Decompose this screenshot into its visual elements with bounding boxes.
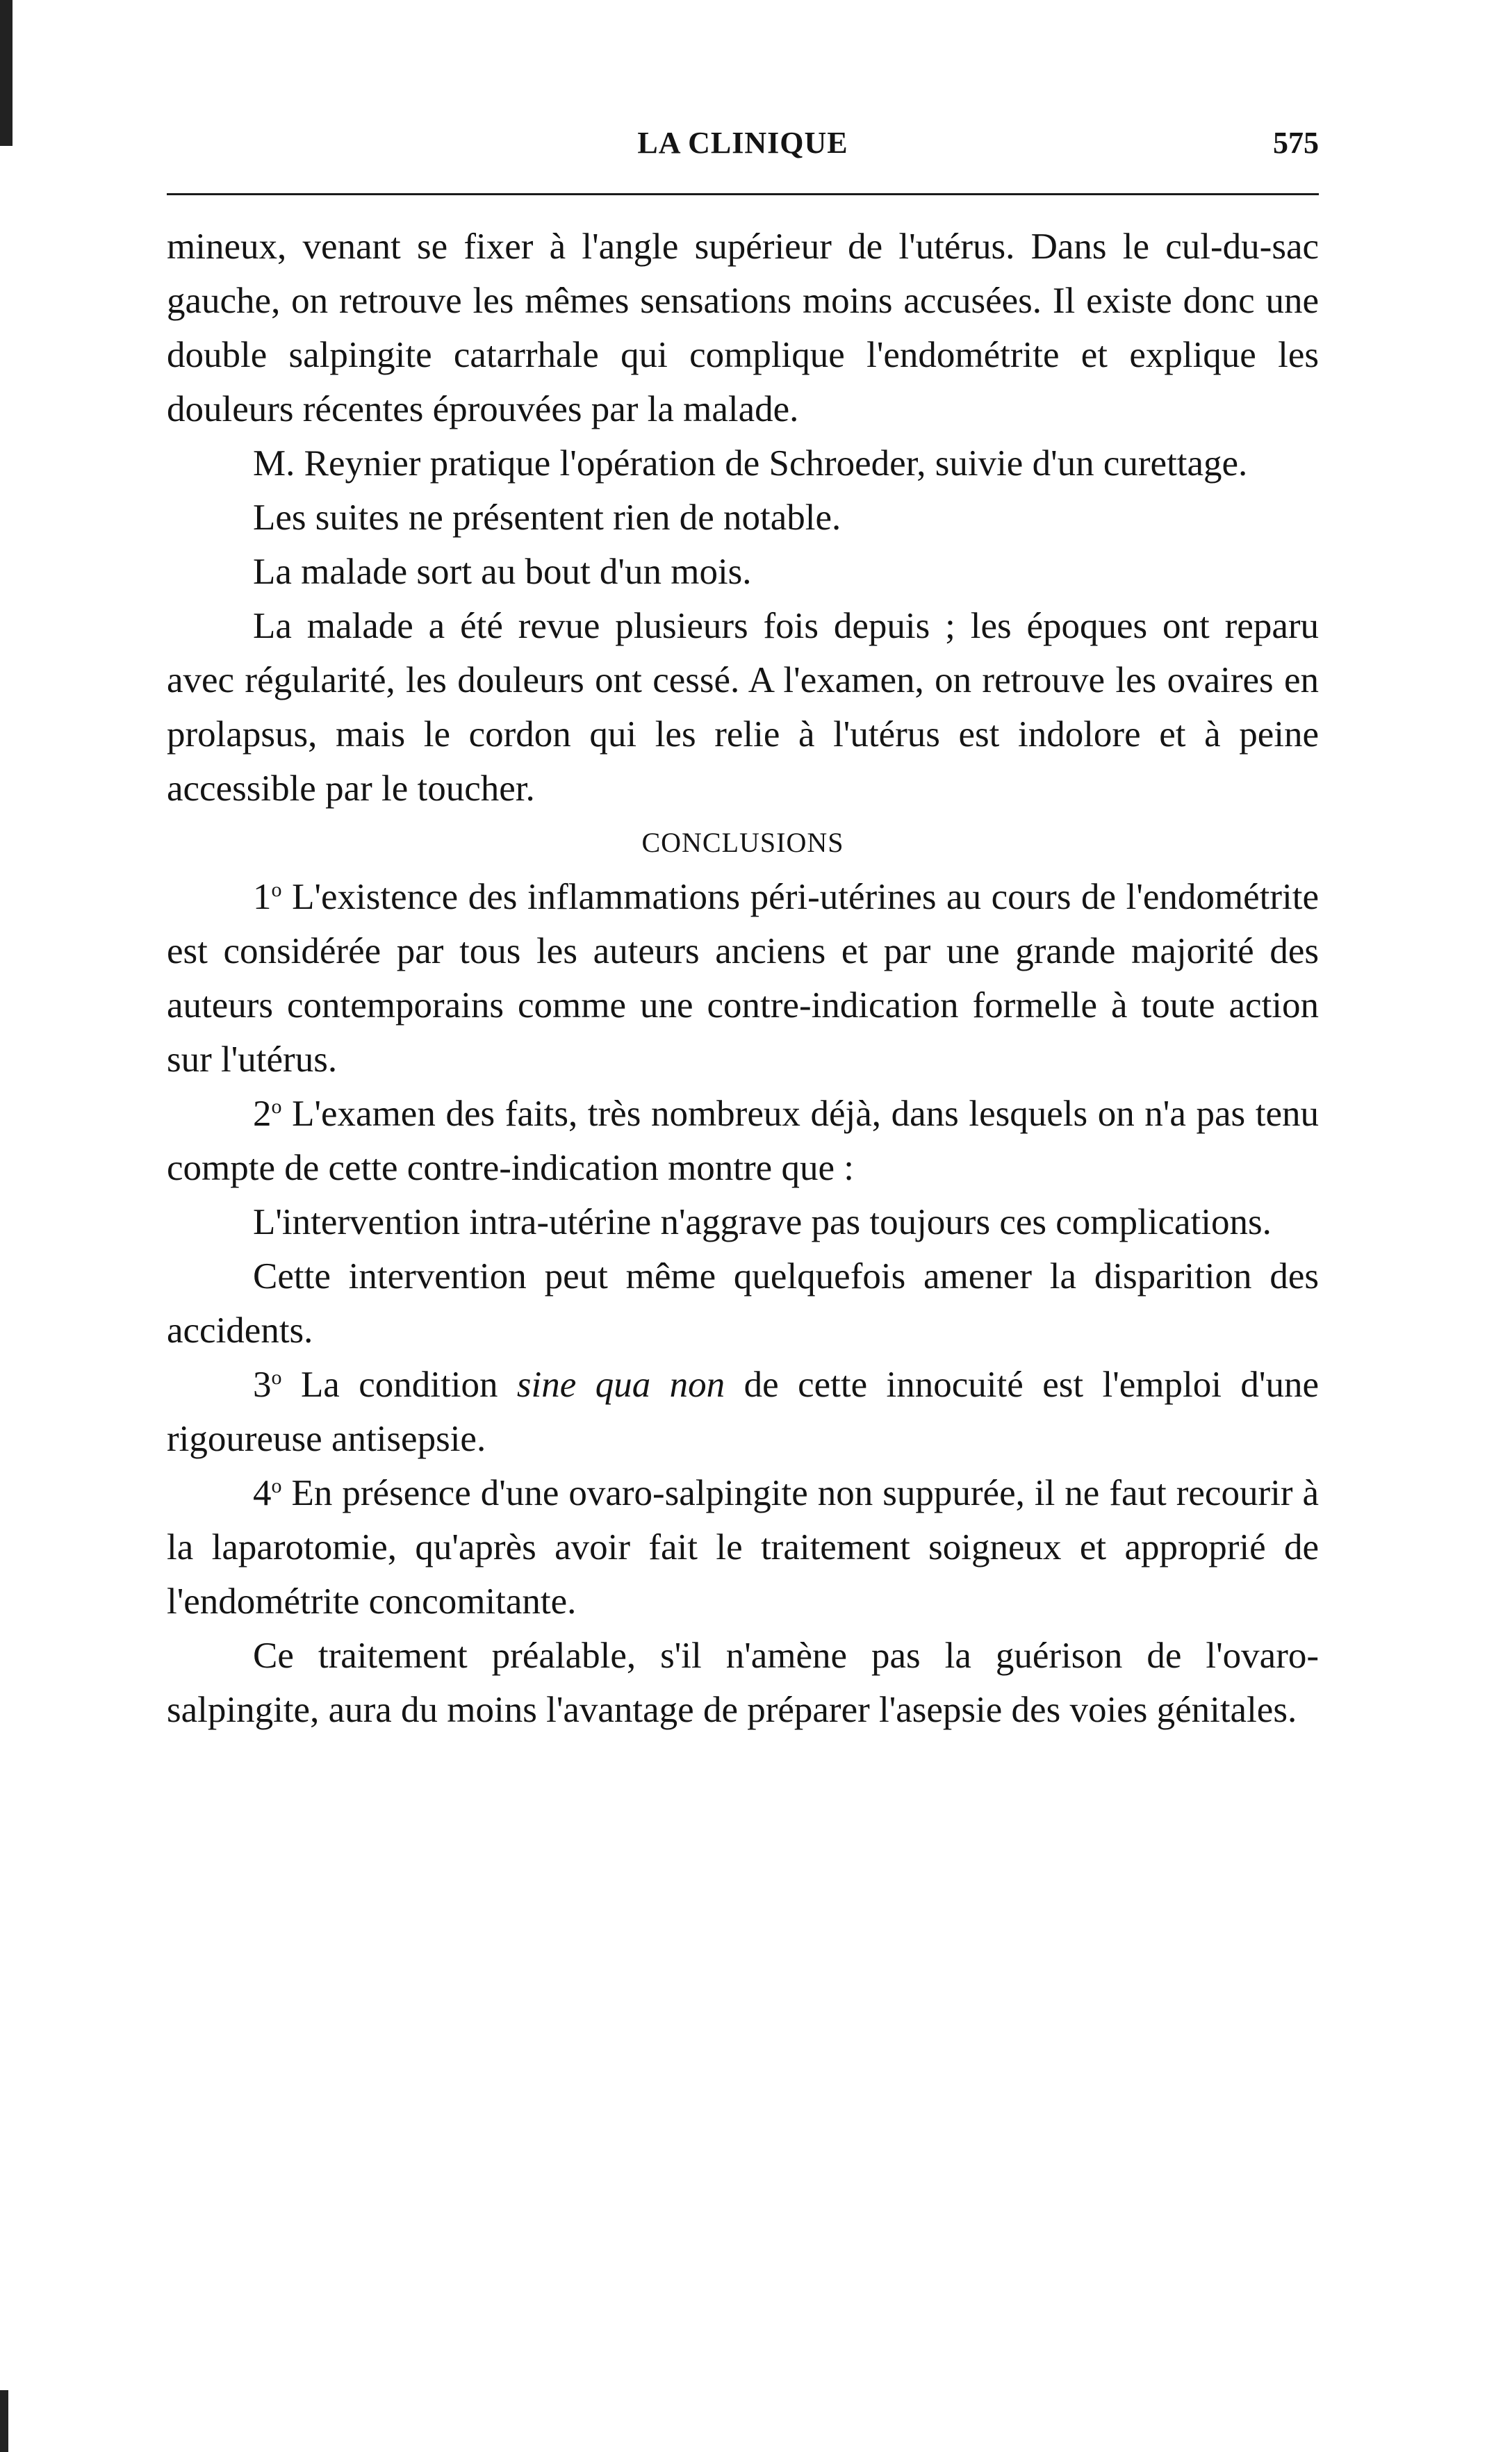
conclusion-2-point-b: Cette intervention peut même quelquefois amener la disparition des accidents. bbox=[167, 1256, 1319, 1351]
paragraph-continuation: mineux, venant se fixer à l'angle supérieur de l'utérus. Dans le cul-du-sac gauche, on retrouve les mêmes sensations moins accusées. Il existe donc une double salpingite catarrhale qui complique l'endométrite et explique les douleurs récentes éprouvées par la malade. bbox=[167, 227, 1319, 429]
conclusion-3 bbox=[167, 1358, 1319, 1466]
paragraph-revue: La malade a été revue plusieurs fois depuis ; les époques ont reparu avec régularité, les douleurs ont cessé. A l'examen, on retrouve les ovaires en prolapsus, mais le cordon qui les relie à l'utérus est indolore et à peine accessible par le toucher. bbox=[167, 606, 1319, 809]
paragraph-sortie: La malade sort au bout d'un mois. bbox=[253, 552, 752, 592]
scan-edge-mark bbox=[0, 0, 13, 146]
running-title: LA CLINIQUE bbox=[637, 126, 848, 160]
latin-phrase: sine qua non bbox=[516, 1365, 725, 1405]
scan-edge-mark bbox=[0, 2390, 8, 2452]
conclusion-text: L'examen des faits, très nombreux déjà, dans lesquels on n'a pas tenu compte de cette contre-indication montre que : bbox=[167, 1094, 1319, 1188]
running-header bbox=[167, 120, 1319, 172]
conclusion-number: 4 bbox=[253, 1473, 272, 1513]
conclusion-2 bbox=[167, 1087, 1319, 1195]
ordinal-mark: o bbox=[271, 878, 282, 901]
page-number: 575 bbox=[1273, 126, 1319, 160]
conclusion-number: 2 bbox=[253, 1094, 272, 1134]
conclusion-text: L'existence des inflammations péri-utérines au cours de l'endométrite est considérée par tous les auteurs anciens et par une grande majorité des auteurs contemporains comme une contre-indication formelle à toute action sur l'utérus. bbox=[167, 877, 1319, 1080]
conclusion-4 bbox=[167, 1466, 1319, 1629]
conclusion-text: La condition bbox=[281, 1365, 517, 1405]
conclusion-number: 1 bbox=[253, 877, 272, 917]
ordinal-mark: o bbox=[271, 1474, 282, 1497]
conclusion-1 bbox=[167, 870, 1319, 1087]
ordinal-mark: o bbox=[271, 1095, 282, 1118]
conclusion-4-point-b: Ce traitement préalable, s'il n'amène pas la guérison de l'ovaro-salpingite, aura du moins l'avantage de préparer l'asepsie des voies génitales. bbox=[167, 1636, 1319, 1730]
paragraph-operation: M. Reynier pratique l'opération de Schroeder, suivie d'un curettage. bbox=[253, 443, 1248, 484]
section-heading-conclusions: CONCLUSIONS bbox=[641, 827, 844, 858]
conclusion-text: En présence d'une ovaro-salpingite non suppurée, il ne faut recourir à la laparotomie, qu'après avoir fait le traitement soigneux et approprié de l'endométrite concomitante. bbox=[167, 1473, 1319, 1622]
conclusion-number: 3 bbox=[253, 1365, 272, 1405]
header-rule bbox=[167, 193, 1319, 195]
ordinal-mark: o bbox=[271, 1366, 282, 1389]
paragraph-suites: Les suites ne présentent rien de notable. bbox=[253, 497, 841, 538]
page-body bbox=[167, 220, 1319, 1737]
conclusion-text: de cette innocuité est l'emploi d'une rigoureuse antisepsie. bbox=[167, 1365, 1319, 1459]
conclusion-2-point-a: L'intervention intra-utérine n'aggrave pas toujours ces complications. bbox=[253, 1202, 1272, 1242]
